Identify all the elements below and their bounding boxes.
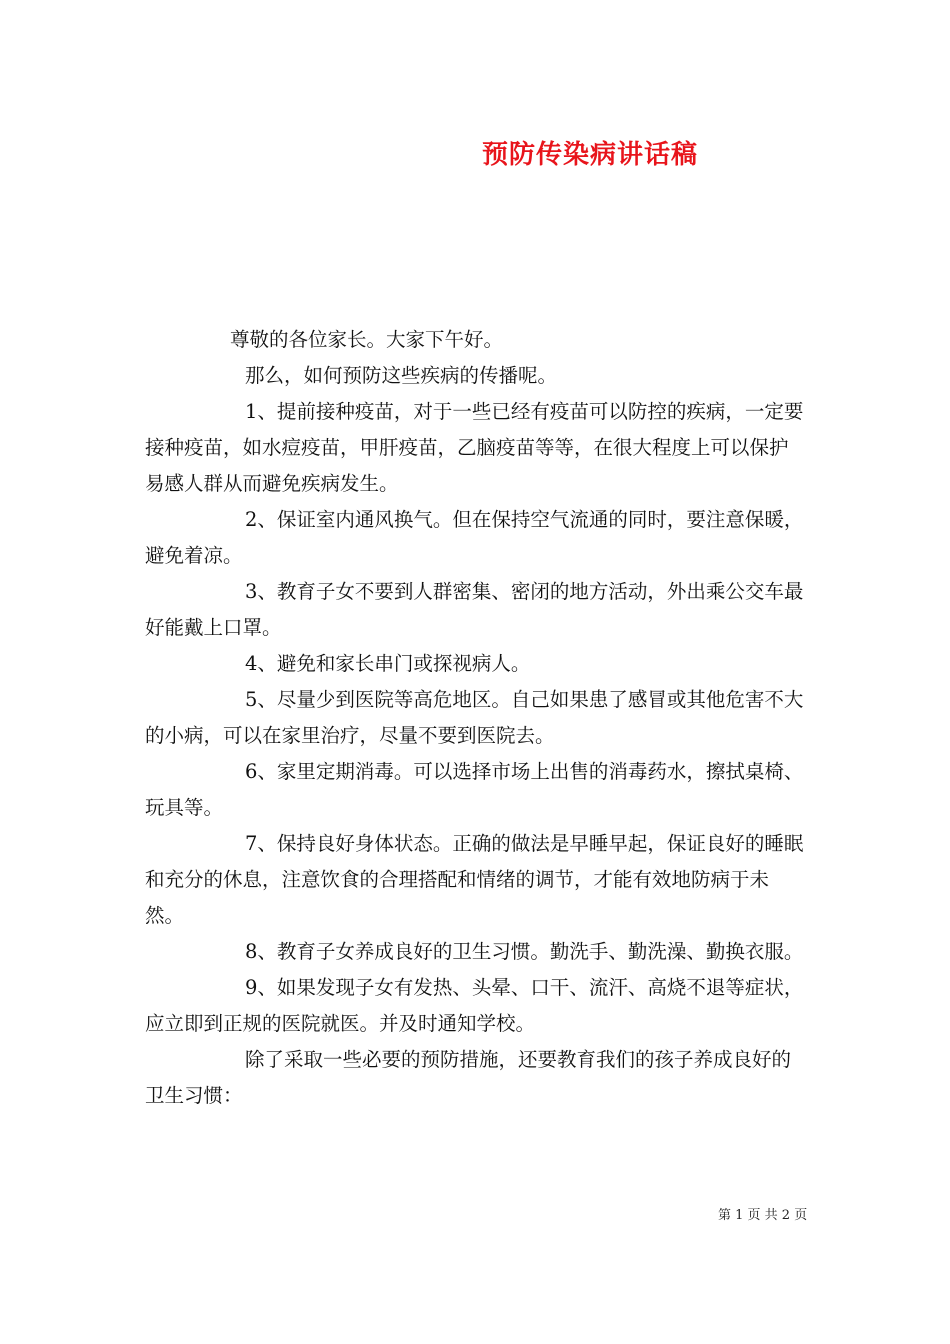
paragraph-item-5: 5、尽量少到医院等高危地区。自己如果患了感冒或其他危害不大的小病，可以在家里治疗，尽量不要到医院去。 [145, 688, 804, 747]
document-body [145, 322, 807, 1114]
document-title: 预防传染病讲话稿 [481, 140, 698, 170]
paragraph-item-2: 2、保证室内通风换气。但在保持空气流通的同时，要注意保暖，避免着凉。 [145, 508, 804, 567]
page-number: 第 1 页 共 2 页 [718, 1208, 808, 1223]
paragraph-item-8: 8、教育子女养成良好的卫生习惯。勤洗手、勤洗澡、勤换衣服。 [245, 940, 804, 963]
paragraph-intro: 那么，如何预防这些疾病的传播呢。 [245, 364, 558, 387]
paragraph-item-7: 7、保持良好身体状态。正确的做法是早睡早起，保证良好的睡眠和充分的休息，注意饮食的合理搭配和情绪的调节，才能有效地防病于未然。 [145, 832, 804, 927]
paragraph-item-3: 3、教育子女不要到人群密集、密闭的地方活动，外出乘公交车最好能戴上口罩。 [145, 580, 804, 639]
paragraph-item-9: 9、如果发现子女有发热、头晕、口干、流汗、高烧不退等症状，应立即到正规的医院就医。并及时通知学校。 [145, 976, 804, 1035]
paragraph-conclusion: 除了采取一些必要的预防措施，还要教育我们的孩子养成良好的卫生习惯： [145, 1048, 792, 1107]
paragraph-item-4: 4、避免和家长串门或探视病人。 [245, 652, 531, 675]
paragraph-item-6: 6、家里定期消毒。可以选择市场上出售的消毒药水，擦拭桌椅、玩具等。 [145, 760, 804, 819]
paragraph-item-1: 1、提前接种疫苗，对于一些已经有疫苗可以防控的疾病，一定要接种疫苗，如水痘疫苗，甲肝疫苗，乙脑疫苗等等，在很大程度上可以保护易感人群从而避免疾病发生。 [145, 400, 804, 495]
paragraph-greeting: 尊敬的各位家长。大家下午好。 [230, 328, 504, 351]
